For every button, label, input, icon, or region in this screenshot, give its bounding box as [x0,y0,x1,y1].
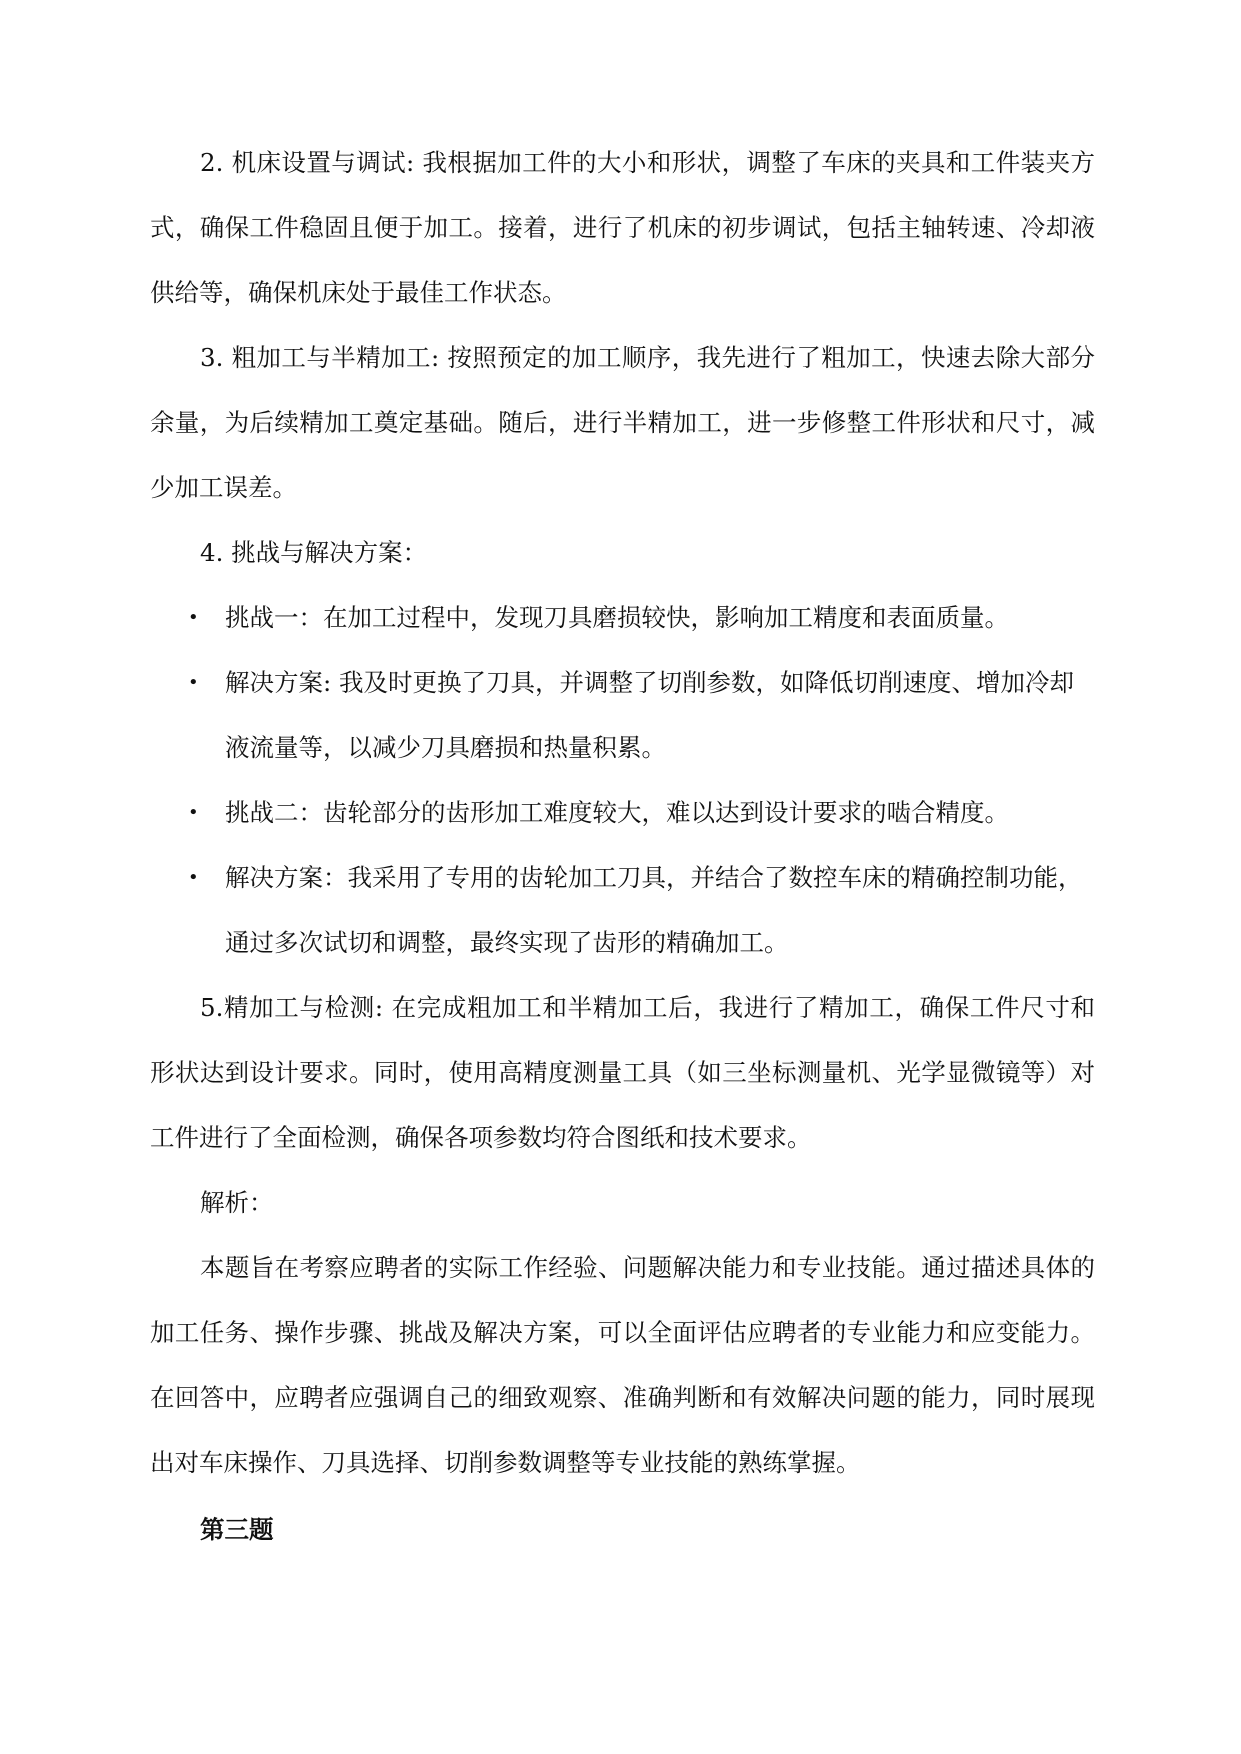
list-item [150,650,1095,780]
challenge-list [150,585,1095,975]
list-item-text: 挑战二：齿轮部分的齿形加工难度较大，难以达到设计要求的啮合精度。 [225,798,1009,827]
list-item-text: 挑战一：在加工过程中，发现刀具磨损较快，影响加工精度和表面质量。 [225,603,1009,632]
paragraph-analysis: 本题旨在考察应聘者的实际工作经验、问题解决能力和专业技能。通过描述具体的加工任务、操作步骤、挑战及解决方案，可以全面评估应聘者的专业能力和应变能力。在回答中，应聘者应强调自己的细致观察、准确判断和有效解决问题的能力，同时展现出对车床操作、刀具选择、切削参数调整等专业技能的熟练掌握。 [150,1253,1095,1477]
list-item [150,585,1095,650]
bullet-icon: • [188,867,199,888]
paragraph-finishing: 5.精加工与检测: 在完成粗加工和半精加工后，我进行了精加工，确保工件尺寸和形状达到设计要求。同时，使用高精度测量工具（如三坐标测量机、光学显微镜等）对工件进行了全面检测，确保各项参数均符合图纸和技术要求。 [150,993,1095,1152]
list-item-text: 解决方案: 我及时更换了刀具，并调整了切削参数，如降低切削速度、增加冷却液流量等，以减少刀具磨损和热量积累。 [225,668,1075,762]
list-item-text: 解决方案：我采用了专用的齿轮加工刀具，并结合了数控车床的精确控制功能，通过多次试切和调整，最终实现了齿形的精确加工。 [225,863,1083,957]
list-item [150,780,1095,845]
bullet-icon: • [188,607,199,628]
analysis-label: 解析： [200,1188,274,1217]
paragraph-machine-setup: 2. 机床设置与调试: 我根据加工件的大小和形状，调整了车床的夹具和工件装夹方式，确保工件稳固且便于加工。接着，进行了机床的初步调试，包括主轴转速、冷却液供给等，确保机床处于最佳工作状态。 [150,148,1095,307]
paragraph-rough-machining: 3. 粗加工与半精加工: 按照预定的加工顺序，我先进行了粗加工，快速去除大部分余量，为后续精加工奠定基础。随后，进行半精加工，进一步修整工件形状和尺寸，减少加工误差。 [150,343,1095,502]
paragraph-challenges-heading: 4. 挑战与解决方案： [200,538,428,567]
bullet-icon: • [188,672,199,693]
document-page [150,130,1095,1562]
list-item [150,845,1095,975]
section-title: 第三题 [200,1515,274,1544]
bullet-icon: • [188,802,199,823]
